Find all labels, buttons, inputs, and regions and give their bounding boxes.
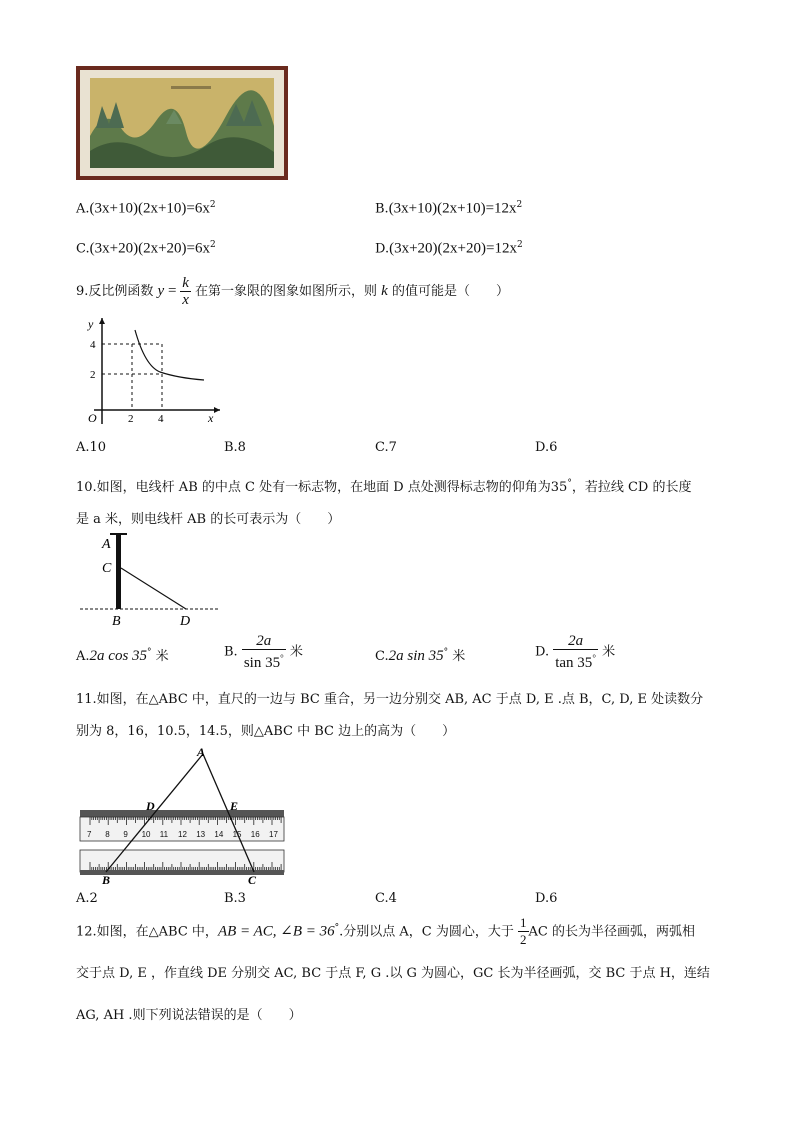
q9-graph-x2: 2 [128, 413, 134, 425]
ruler-number: 10 [141, 830, 151, 839]
q12-stem-line3: AG, AH .则下列说法错误的是（ ） [76, 1008, 302, 1023]
landscape-painting-image [76, 66, 288, 180]
q8-option-a: $A.(3x+10)(2x+10)=6x^2$ [76, 200, 216, 217]
q11-label-a: A [197, 745, 206, 759]
q9-graph-y2: 2 [90, 369, 96, 381]
ruler-number: 9 [123, 830, 128, 839]
q11-label-e: E [230, 799, 239, 813]
q11-label-d: D [146, 799, 155, 813]
ruler-number: 17 [269, 830, 278, 839]
q10-option-c: C.2a sin 35° 米 [375, 647, 466, 664]
q10-label-c: C [102, 561, 112, 576]
q11-stem-line1: 11.如图，在△ABC 中，直尺的一边与 BC 重合，另一边分别交 AB, AC 于点 D, E .点 B，C, D, E 处读数分 [76, 692, 704, 707]
q10-option-d: D. $\frac{2a}{\tan 35^\circ}$ 米 [535, 633, 616, 671]
q11-option-c: C.4 [375, 891, 397, 906]
ruler-number: 8 [105, 830, 110, 839]
q11-stem-line2: 别为 8，16，10.5，14.5，则△ABC 中 BC 边上的高为（ ） [76, 724, 456, 739]
q9-graph-x-label: x [208, 411, 214, 425]
q8-option-b: $B.(3x+10)(2x+10)=12x^2$ [375, 200, 523, 217]
q9-option-d: D.6 [535, 440, 558, 455]
q9-option-a: A.10 [76, 440, 107, 455]
q12-stem-line2: 交于点 D, E ，作直线 DE 分别交 AC, BC 于点 F, G .以 G 为圆心，GC 长为半径画弧，交 BC 于点 H，连结 [76, 966, 710, 981]
ruler-number: 16 [250, 830, 260, 839]
q11-option-b: B.3 [224, 891, 246, 906]
ruler-number: 12 [178, 830, 187, 839]
q9-graph-origin-label: O [88, 411, 97, 425]
q10-option-b: B. $\frac{2a}{\sin 35^\circ}$ 米 [224, 633, 303, 671]
q9-stem: 9.反比例函数 y = $\frac{k}{x}$ 在第一象限的图象如图所示，则 k 的值可能是（ ） [76, 275, 509, 308]
q10-label-a: A [102, 537, 111, 552]
q9-graph-x4: 4 [158, 413, 164, 425]
q10-option-a: A.2a cos 35° 米 [76, 647, 169, 664]
q8-option-c: $C.(3x+20)(2x+20)=6x^2$ [76, 240, 216, 257]
q12-stem-line1: 12.如图，在△ABC 中，AB = AC, ∠B = 36°.分别以点 A，C 为圆心，大于 $\frac{1}{2}$ AC 的长为半径画弧，两弧相 [76, 915, 695, 948]
q10-stem-line2: 是 a 米，则电线杆 AB 的长可表示为（ ） [76, 512, 341, 527]
q10-pole-figure [80, 528, 225, 628]
q11-ruler-triangle-figure [76, 744, 288, 884]
ruler-number: 13 [196, 830, 206, 839]
q10-label-b: B [112, 614, 121, 628]
q9-graph-y4: 4 [90, 339, 96, 351]
q10-stem-line1: 10.如图，电线杆 AB 的中点 C 处有一标志物，在地面 D 点处测得标志物的仰角为35°，若拉线 CD 的长度 [76, 478, 692, 495]
q11-option-d: D.6 [535, 891, 558, 906]
q11-label-c: C [248, 873, 257, 884]
q9-option-b: B.8 [224, 440, 246, 455]
q10-label-d: D [180, 614, 191, 628]
ruler-number: 7 [87, 830, 92, 839]
q11-option-a: A.2 [76, 891, 98, 906]
q11-label-b: B [102, 873, 111, 884]
ruler-number: 11 [159, 830, 169, 839]
q9-graph-y-label: y [88, 317, 94, 331]
ruler-number: 14 [214, 830, 224, 839]
q8-option-d: $D.(3x+20)(2x+20)=12x^2$ [375, 240, 523, 257]
q9-inverse-function-graph [80, 314, 225, 426]
q9-option-c: C.7 [375, 440, 397, 455]
ruler-number: 15 [232, 830, 242, 839]
